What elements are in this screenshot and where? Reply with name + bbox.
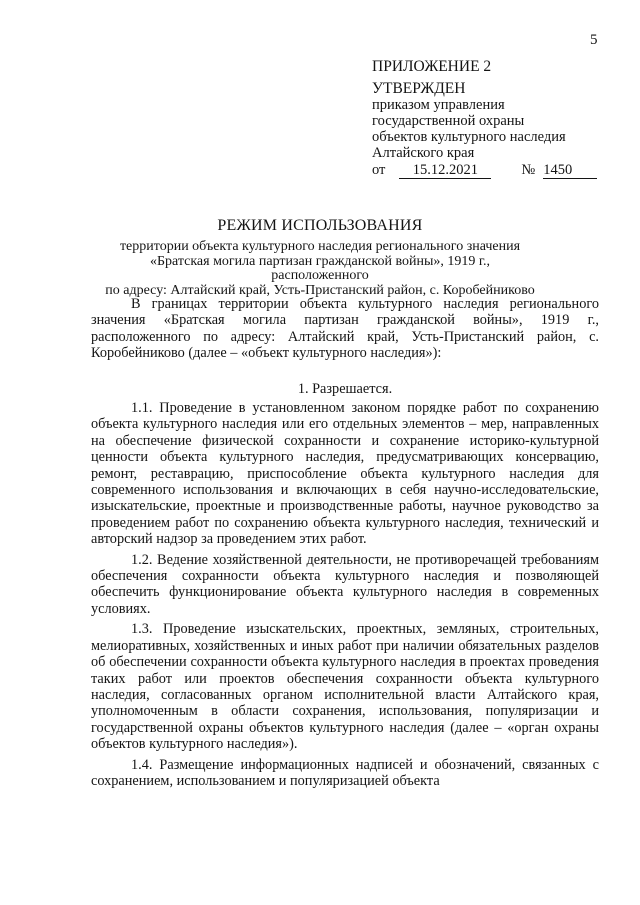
approved-label: УТВЕРЖДЕН: [372, 80, 466, 97]
page-number: 5: [590, 32, 598, 48]
regime-subtitle: [105, 240, 535, 298]
subtitle-line-2: «Братская могила партизан гражданской войны», 1919 г., расположенного: [149, 253, 491, 283]
intro-paragraph: [91, 296, 599, 362]
item-1-3: 1.3. Проведение изыскательских, проектных, земляных, строительных, мелиоративных, хозяйственных и иных работ при наличии обязательных разделов об обеспечении сохранности объекта культурного наследия в проектах проведения таких работ или проектов обеспечения сохранности объекта культурного наследия, согласованных органом исполнительной власти Алтайского края, уполномоченным в области сохранения, использования, популяризации и государственной охраны объектов культурного наследия (далее – «орган охраны объектов культурного наследия»).: [91, 621, 599, 753]
order-line-2: государственной охраны: [372, 113, 525, 129]
regime-title: РЕЖИМ ИСПОЛЬЗОВАНИЯ: [217, 217, 423, 234]
item-1-4: 1.4. Размещение информационных надписей и обозначений, связанных с сохранением, использованием и популяризацией объекта: [91, 756, 599, 789]
number-label: №: [521, 162, 536, 178]
appendix-block: [372, 59, 597, 179]
subtitle-line-3: по адресу: Алтайский край, Усть-Пристанский район, с. Коробейниково: [105, 282, 535, 298]
subtitle-line-1: территории объекта культурного наследия регионального значения: [119, 239, 521, 254]
order-line-3: объектов культурного наследия: [372, 129, 566, 145]
section-1-body: [91, 400, 599, 789]
item-1-2: 1.2. Ведение хозяйственной деятельности, не противоречащей требованиям обеспечения сохранности объекта культурного наследия и позволяющей обеспечить функционирование объекта культурного наследия в современных условиях.: [91, 551, 599, 617]
section-1-heading: 1. Разрешается.: [297, 381, 393, 397]
appendix-title: ПРИЛОЖЕНИЕ 2: [372, 58, 492, 75]
order-line-1: приказом управления: [372, 97, 505, 113]
from-label: от: [372, 162, 386, 178]
intro-text: В границах территории объекта культурного наследия регионального значения «Братская могила партизан гражданской войны», 1919 г., расположенного по адресу: Алтайский край, Усть-Пристанский район, с. Коробейниково (далее – «объект культурного наследия»):: [91, 296, 599, 362]
order-date-line: [372, 162, 597, 179]
item-1-1: 1.1. Проведение в установленном законом порядке работ по сохранению объекта культурного наследия или его отдельных элементов – мер, направленных на обеспечение физической сохранности и сохранение историко-культурной ценности объекта культурного наследия, предусматривающих консервацию, ремонт, реставрацию, приспособление объекта культурного наследия для современного использования и включающих в себя научно-исследовательские, изыскательские, проектные и производственные работы, научное руководство за проведением работ по сохранению объекта культурного наследия, технический и авторский надзор за проведением этих работ.: [91, 400, 599, 548]
order-date: 15.12.2021: [399, 162, 491, 179]
order-number: 1450: [543, 162, 597, 179]
order-line-4: Алтайского края: [372, 145, 475, 161]
